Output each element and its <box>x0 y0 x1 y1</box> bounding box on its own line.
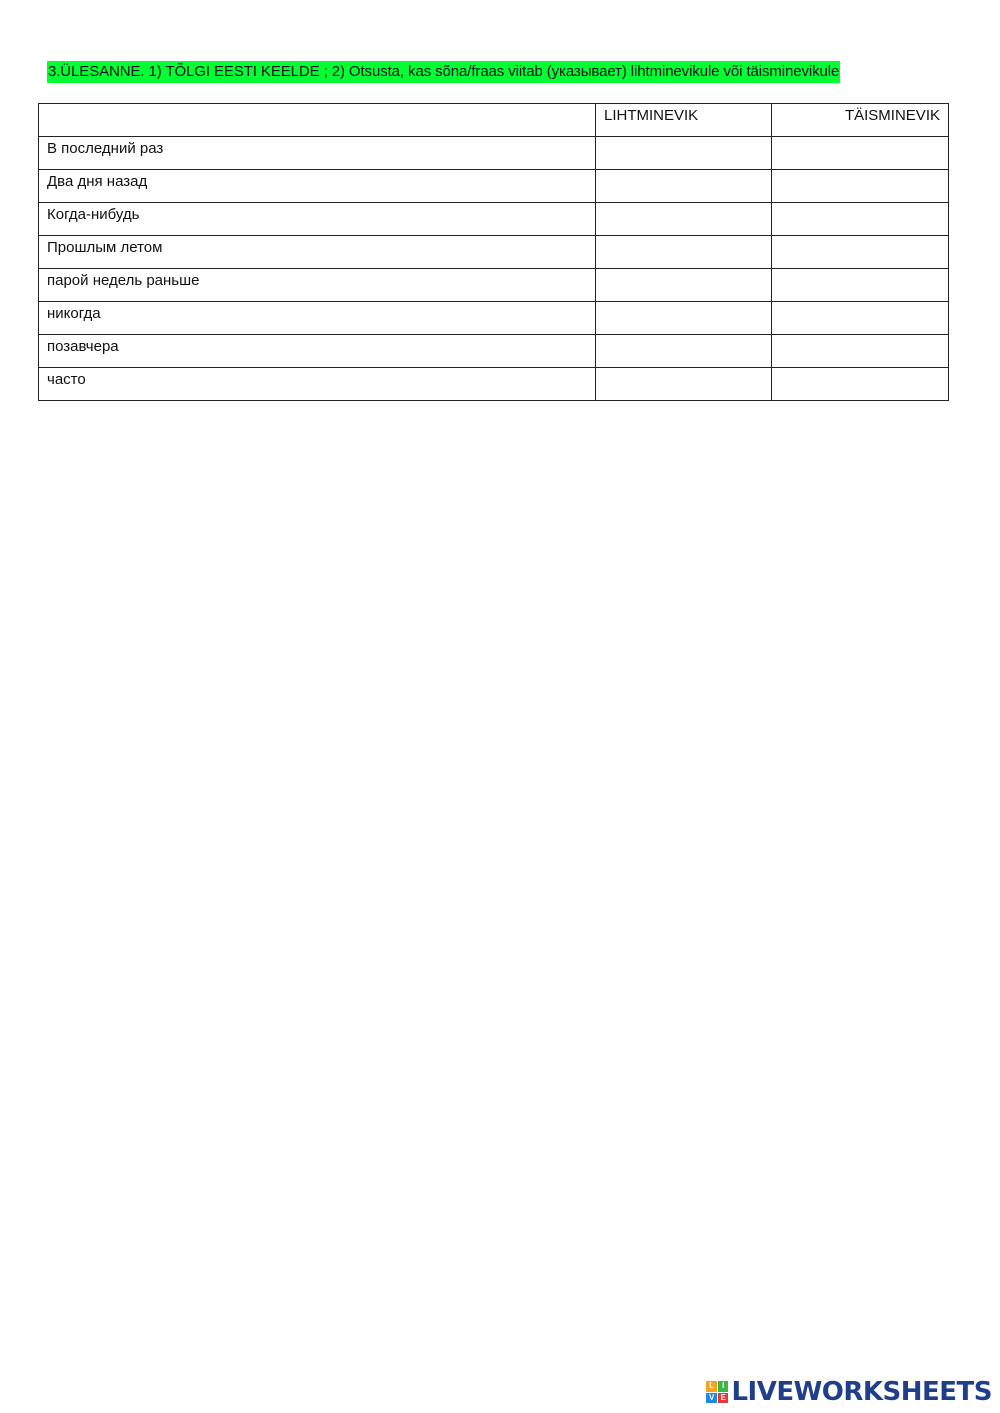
header-taisminevik: TÄISMINEVIK <box>772 104 949 137</box>
logo-mark-letter: V <box>706 1393 717 1404</box>
taisminevik-answer-cell[interactable] <box>772 170 949 203</box>
logo-mark-letter: E <box>718 1393 729 1404</box>
logo-text: LIVEWORKSHEETS <box>731 1377 992 1407</box>
logo-mark-letter: L <box>706 1381 717 1392</box>
taisminevik-answer-cell[interactable] <box>772 368 949 401</box>
lihtminevik-answer-cell[interactable] <box>596 269 772 302</box>
phrase-cell: позавчера <box>39 335 596 368</box>
table-row <box>39 170 949 203</box>
table-row <box>39 137 949 170</box>
header-lihtminevik: LIHTMINEVIK <box>596 104 772 137</box>
phrase-cell: Прошлым летом <box>39 236 596 269</box>
lihtminevik-answer-cell[interactable] <box>596 236 772 269</box>
taisminevik-answer-cell[interactable] <box>772 302 949 335</box>
taisminevik-answer-cell[interactable] <box>772 269 949 302</box>
taisminevik-answer-cell[interactable] <box>772 335 949 368</box>
taisminevik-answer-cell[interactable] <box>772 137 949 170</box>
lihtminevik-answer-cell[interactable] <box>596 137 772 170</box>
phrase-cell: парой недель раньше <box>39 269 596 302</box>
table-row <box>39 203 949 236</box>
phrase-cell: Два дня назад <box>39 170 596 203</box>
lihtminevik-answer-cell[interactable] <box>596 203 772 236</box>
table-row <box>39 269 949 302</box>
translation-table <box>38 103 949 401</box>
taisminevik-answer-cell[interactable] <box>772 236 949 269</box>
table-row <box>39 236 949 269</box>
phrase-cell: часто <box>39 368 596 401</box>
lihtminevik-answer-cell[interactable] <box>596 170 772 203</box>
table-header-row <box>39 104 949 137</box>
phrase-cell: никогда <box>39 302 596 335</box>
lihtminevik-answer-cell[interactable] <box>596 368 772 401</box>
phrase-cell: В последний раз <box>39 137 596 170</box>
table-row <box>39 368 949 401</box>
taisminevik-answer-cell[interactable] <box>772 203 949 236</box>
table-row <box>39 302 949 335</box>
lihtminevik-answer-cell[interactable] <box>596 302 772 335</box>
liveworksheets-logo <box>706 1377 992 1407</box>
logo-mark-letter: I <box>718 1381 729 1392</box>
phrase-cell: Когда-нибудь <box>39 203 596 236</box>
task-instruction: 3.ÜLESANNE. 1) TÕLGI EESTI KEELDE ; 2) Otsusta, kas sõna/fraas viitab (указывает) lihtminevikule või täisminevikule <box>47 61 840 83</box>
header-phrase-cell <box>39 104 596 137</box>
liveworksheets-logo-icon <box>706 1381 728 1403</box>
table-row <box>39 335 949 368</box>
lihtminevik-answer-cell[interactable] <box>596 335 772 368</box>
